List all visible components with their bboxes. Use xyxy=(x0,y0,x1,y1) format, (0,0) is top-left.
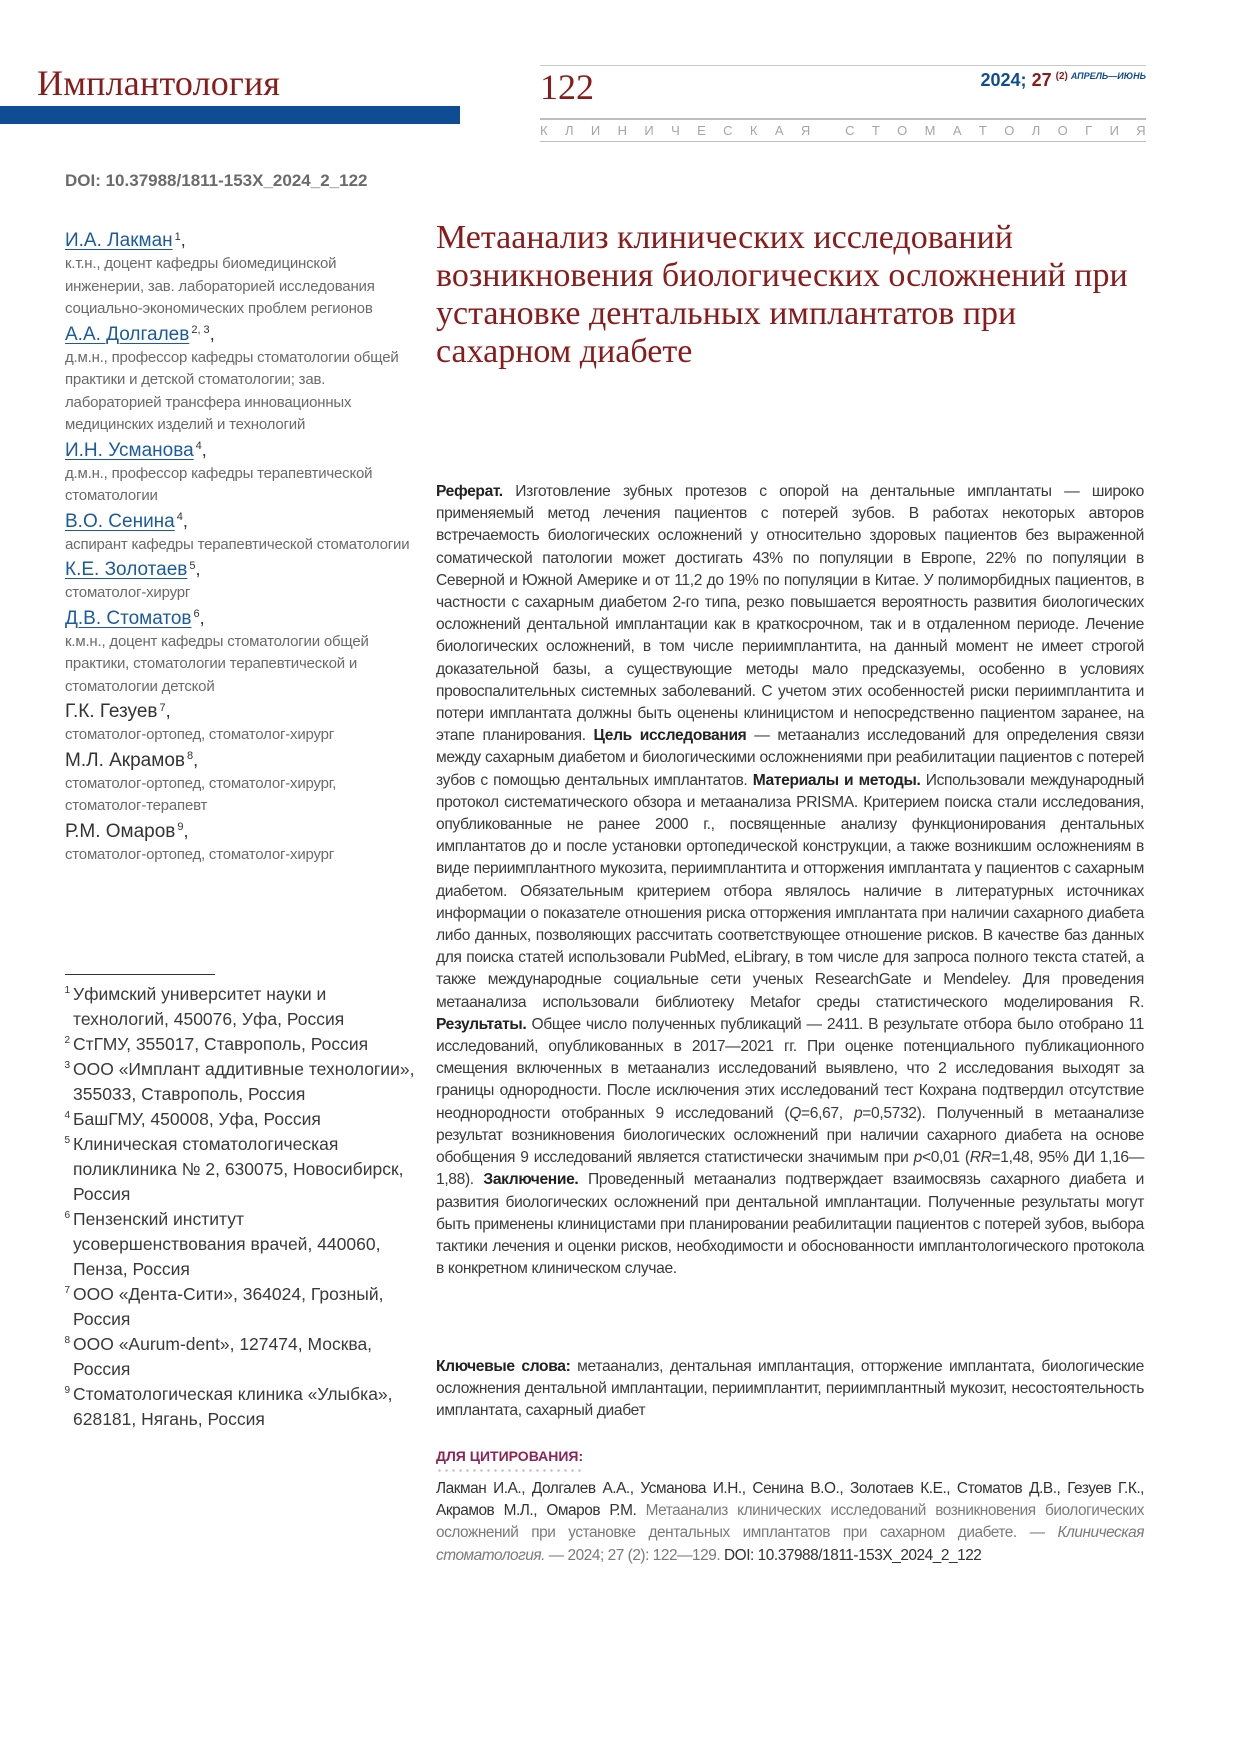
journal-name-letter: А xyxy=(774,123,784,138)
header-rule-bottom xyxy=(540,141,1146,142)
affiliation-text: СтГМУ, 355017, Ставрополь, Россия xyxy=(73,1034,369,1054)
affiliation-text: Стоматологическая клиника «Улыбка», 628181, Нягань, Россия xyxy=(73,1384,393,1429)
citation-dotted-rule xyxy=(436,1469,582,1472)
author-separator: , xyxy=(209,323,215,344)
journal-name-letter: Я xyxy=(800,123,811,138)
author-entry xyxy=(65,323,410,437)
page-number: 122 xyxy=(540,67,594,107)
affiliation-text: ООО «Дента-Сити», 364024, Грозный, Россия xyxy=(73,1284,384,1329)
affiliation-number: 8 xyxy=(64,1335,70,1346)
author-affiliation-ref: 5 xyxy=(189,559,196,572)
affiliation-number: 1 xyxy=(64,985,70,996)
journal-name-letter: Ч xyxy=(671,123,680,138)
author-separator: , xyxy=(180,230,186,250)
author-description: стоматолог-ортопед, стоматолог-хирург xyxy=(65,726,335,743)
issue-number: (2) xyxy=(1055,71,1068,82)
journal-name-letter: Я xyxy=(1136,123,1146,138)
author-description: к.т.н., доцент кафедры биомедицинской инженерии, зав. лабораторией исследования социально-экономических проблем регионов xyxy=(65,255,375,317)
affiliation-entry xyxy=(60,1207,420,1282)
author-affiliation-ref: 7 xyxy=(159,701,166,714)
results-text: =0,5732). Полученный в метаанализе результат возникновения биологических осложнений при наличии сахарного диабета на основе обобщения 9 исследований является статистически значимым при xyxy=(436,1104,1144,1167)
journal-name-letter: Т xyxy=(871,123,880,138)
affiliation-entry xyxy=(60,1107,420,1132)
author-entry xyxy=(65,229,410,321)
author-entry xyxy=(65,439,410,508)
author-separator: , xyxy=(182,510,188,531)
affiliation-number: 7 xyxy=(64,1285,70,1296)
affiliation-entry xyxy=(60,1282,420,1332)
abstract-label: Реферат. xyxy=(436,483,503,500)
author-description: д.м.н., профессор кафедры стоматологии общей практики и детской стоматологии; зав. лабораторией трансфера инновационных медицинских изделий и технологий xyxy=(65,348,399,433)
journal-name-letter: Л xyxy=(564,123,574,138)
journal-name-letter: И xyxy=(1109,123,1119,138)
author-affiliation-ref: 9 xyxy=(177,821,184,834)
header-rule-top xyxy=(540,65,1146,66)
author-entry xyxy=(65,700,410,747)
author-entry xyxy=(65,749,410,818)
journal-name-letter: О xyxy=(897,123,908,138)
affiliation-entry xyxy=(60,982,420,1032)
author-description: аспирант кафедры терапевтической стоматологии xyxy=(65,535,410,553)
author-entry xyxy=(65,820,410,867)
affiliation-text: БашГМУ, 450008, Уфа, Россия xyxy=(73,1109,321,1129)
p-symbol: p xyxy=(913,1149,922,1167)
author-link[interactable]: Д.В. Стоматов xyxy=(65,607,192,629)
author-link[interactable]: И.А. Лакман xyxy=(65,230,173,251)
affiliation-entry xyxy=(60,1057,420,1107)
issue-months: АПРЕЛЬ—ИЮНЬ xyxy=(1070,71,1146,81)
aim-text: — метаанализ исследований для определения связи между сахарным диабетом и биологическими осложнениями при реабилитации пациентов с потерей зубов с помощью дентальных имплантатов. xyxy=(436,727,1144,789)
citation-title: Метаанализ клинических исследований возникновения биологических осложнений при установке дентальных имплантатов при сахарном диабете. — xyxy=(436,1502,1144,1542)
author-description: к.м.н., доцент кафедры стоматологии общей практики, стоматологии терапевтической и стоматологии детской xyxy=(65,632,369,695)
author-entry xyxy=(65,510,410,557)
author-list xyxy=(65,229,410,868)
author-affiliation-ref: 1 xyxy=(174,230,181,243)
author-link[interactable]: А.А. Долгалев xyxy=(65,323,190,345)
affiliation-number: 9 xyxy=(64,1385,70,1396)
aim-label: Цель исследования xyxy=(593,727,747,745)
methods-label: Материалы и методы. xyxy=(752,771,921,789)
author-link[interactable]: И.Н. Усманова xyxy=(65,439,194,461)
header-rule-middle xyxy=(540,118,1146,120)
p-symbol: p xyxy=(853,1104,863,1122)
author-separator: , xyxy=(199,607,205,628)
author-affiliation-ref: 4 xyxy=(176,511,183,524)
author-entry xyxy=(65,558,410,605)
affiliations-divider xyxy=(65,974,215,975)
author-separator: , xyxy=(195,559,201,579)
citation xyxy=(436,1478,1144,1567)
article-title: Метаанализ клинических исследований возникновения биологических осложнений при установке дентальных имплантатов при сахарном диабете xyxy=(436,219,1128,370)
affiliation-number: 4 xyxy=(64,1110,70,1121)
author-description: стоматолог-ортопед, стоматолог-хирург, стоматолог-терапевт xyxy=(65,774,337,814)
affiliation-number: 3 xyxy=(64,1060,70,1071)
abstract-intro: Изготовление зубных протезов с опорой на дентальные имплантаты — широко применяемый метод лечения пациентов с потерей зубов. В работах некоторых авторов встречаемость биологических осложнений у относительно здоровых пациентов без выраженной соматической патологии может достигать 43% по популяции в Европе, 22% по популяции в Северной и Южной Америке и от 11,2 до 19% по популяции в Китае. У полиморбидных пациентов, в частности с сахарным диабетом 2-го типа, резко повышается вероятность развития биологических осложнений дентальной имплантации как в краткосрочном, так и в отдаленном периоде. Лечение биологических осложнений, в том числе периимплантита, на данный момент не имеет строгой доказательной базы, а существующие методы мало предсказуемы, особенно в условиях провоспалительных системных заболеваний. С учетом этих особенностей риски периимплантита и потери имплантата должны быть оценены клиницистом и непосредственно пациентом заранее, на этапе планирования. xyxy=(436,483,1144,745)
journal-name-letter: О xyxy=(1004,123,1015,138)
author-entry xyxy=(65,607,410,699)
author-link[interactable]: В.О. Сенина xyxy=(65,510,175,532)
citation-doi[interactable]: DOI: 10.37988/1811-153X_2024_2_122 xyxy=(724,1546,982,1564)
affiliation-number: 5 xyxy=(64,1135,70,1146)
journal-name-letter: М xyxy=(924,123,936,138)
results-text: <0,01 ( xyxy=(922,1149,970,1167)
affiliation-entry xyxy=(60,1332,420,1382)
author-separator: , xyxy=(201,439,207,460)
conclusion-label: Заключение. xyxy=(483,1171,579,1189)
author-description: д.м.н., профессор кафедры терапевтической стоматологии xyxy=(65,464,373,504)
citation-journal: Клиническая стоматология. xyxy=(436,1524,1144,1564)
keywords xyxy=(436,1356,1144,1423)
journal-name-letter: К xyxy=(540,123,548,138)
journal-name-letter: С xyxy=(845,123,855,138)
affiliation-entry xyxy=(60,1382,420,1432)
journal-name-letter: Л xyxy=(1031,123,1041,138)
citation-details: — 2024; 27 (2): 122—129. xyxy=(544,1546,725,1564)
author-name: Г.К. Гезуев xyxy=(65,701,158,722)
journal-name-letter: О xyxy=(1057,123,1068,138)
issue-info xyxy=(981,70,1146,91)
affiliation-number: 6 xyxy=(64,1210,70,1221)
results-label: Результаты. xyxy=(436,1015,527,1033)
issue-year: 2024; xyxy=(980,70,1027,90)
journal-name-letter: Е xyxy=(697,123,706,138)
journal-name-letter: Г xyxy=(1085,123,1093,138)
issue-volume: 27 xyxy=(1031,70,1052,90)
author-affiliation-ref: 4 xyxy=(195,440,202,453)
author-separator: , xyxy=(165,701,171,721)
doi[interactable]: DOI: 10.37988/1811-153X_2024_2_122 xyxy=(65,171,368,190)
affiliation-text: ООО «Имплант аддитивные технологии», 355033, Ставрополь, Россия xyxy=(73,1059,415,1104)
author-name: М.Л. Акрамов xyxy=(65,749,185,771)
author-separator: , xyxy=(193,749,199,770)
affiliation-number: 2 xyxy=(64,1035,70,1046)
affiliation-list xyxy=(60,982,420,1432)
section-title: Имплантология xyxy=(37,63,281,103)
affiliation-text: Уфимский университет науки и технологий, 450076, Уфа, Россия xyxy=(73,984,345,1029)
conclusion-text: Проведенный метаанализ подтверждает взаимосвязь сахарного диабета и развития биологических осложнений при дентальной имплантации. Полученные результаты могут быть применены клиницистами при планировании реабилитации пациентов с потерей зубов, выбора тактики лечения и оценки рисков, необходимости и обоснованности имплантологического протокола в конкретном клиническом случае. xyxy=(436,1171,1144,1278)
author-affiliation-ref: 6 xyxy=(193,608,200,621)
author-description: стоматолог-хирург xyxy=(65,584,191,601)
methods-text: Использовали международный протокол систематического обзора и метаанализа PRISMA. Критерием поиска стали исследования, опубликованные не ранее 2000 г., посвященные анализу функционирования дентальных имплантатов до и после установки ортопедической конструкции, а также возникшим осложнениям в виде периимплантного мукозита, периимплантита и отторжения имплантата у пациентов с сахарным диабетом. Обязательным критерием отбора являлось наличие в литературных источниках информации о показателе отношения риска отторжения имплантата при наличии сахарного диабета либо данных, позволяющих рассчитать соответствующее отношение рисков. В качестве баз данных для поиска статей использовали PubMed, eLibrary, в том числе для запроса полного текста статей, а также международные социальные сети ученых ResearchGate и Mendeley. Для проведения метаанализа использовали библиотеку Metafor среды статистического моделирования R. xyxy=(436,771,1144,1011)
affiliation-text: Пензенский институт усовершенствования врачей, 440060, Пенза, Россия xyxy=(73,1209,381,1279)
journal-name-letter: И xyxy=(644,123,654,138)
journal-name-letter: С xyxy=(723,123,733,138)
affiliation-text: ООО «Aurum-dent», 127474, Москва, Россия xyxy=(73,1334,373,1379)
citation-label: ДЛЯ ЦИТИРОВАНИЯ: xyxy=(436,1448,584,1464)
abstract xyxy=(436,481,1144,1280)
results-text: =6,67, xyxy=(801,1104,854,1122)
affiliation-text: Клиническая стоматологическая поликлиника № 2, 630075, Новосибирск, Россия xyxy=(73,1134,404,1204)
keywords-text: метаанализ, дентальная имплантация, отторжение имплантата, биологические осложнения дентальной имплантации, периимплантит, периимплантный мукозит, несостоятельность имплантата, сахарный диабет xyxy=(436,1358,1144,1420)
author-separator: , xyxy=(183,820,189,841)
citation-authors: Лакман И.А., Долгалев А.А., Усманова И.Н., Сенина В.О., Золотаев К.Е., Стоматов Д.В., Гезуев Г.К., Акрамов М.Л., Омаров Р.М. xyxy=(436,1480,1144,1520)
section-bar xyxy=(0,106,460,124)
author-affiliation-ref: 8 xyxy=(186,750,194,763)
journal-name-letter: Т xyxy=(978,123,987,138)
rr-symbol: RR xyxy=(969,1149,992,1167)
journal-name-letter: А xyxy=(952,123,962,138)
author-name: Р.М. Омаров xyxy=(65,820,176,842)
journal-name-letter: И xyxy=(590,123,601,138)
results-text: =1,48, 95% ДИ 1,16—1,88). xyxy=(436,1149,1145,1189)
author-description: стоматолог-ортопед, стоматолог-хирург xyxy=(65,845,335,863)
author-affiliation-ref: 2, 3 xyxy=(191,324,210,337)
journal-name xyxy=(540,123,1146,138)
q-symbol: Q xyxy=(789,1104,802,1122)
affiliation-entry xyxy=(60,1132,420,1207)
results-text: Общее число полученных публикаций — 2411. В результате отбора было отобрано 11 исследований, опубликованных в 2017—2021 гг. При оценке потенциального публикационного смещения включенных в метаанализ исследований выявлено, что 2 исследования выходят за границы однородности. После исключения этих исследований тест Кохрана подтвердил отсутствие неоднородности отобранных 9 исследований ( xyxy=(436,1015,1144,1122)
affiliation-entry xyxy=(60,1032,420,1057)
journal-name-letter: К xyxy=(749,123,758,138)
keywords-label: Ключевые слова: xyxy=(436,1358,571,1375)
journal-name-letter: Н xyxy=(617,123,627,138)
author-link[interactable]: К.Е. Золотаев xyxy=(65,559,188,580)
